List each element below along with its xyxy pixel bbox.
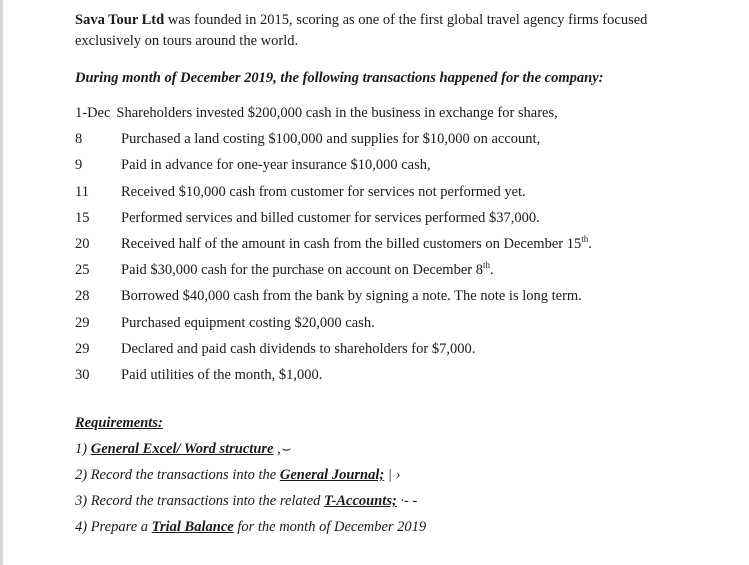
transaction-date: 29	[75, 314, 90, 331]
transaction-row	[75, 365, 715, 391]
requirement-suffix: ,⌣	[273, 441, 291, 458]
requirement-item	[75, 517, 715, 543]
transaction-description	[121, 129, 540, 155]
requirement-keyword: General Excel/ Word structure	[90, 441, 274, 458]
transaction-date: 29	[75, 340, 90, 357]
transaction-date: 11	[75, 183, 89, 200]
transaction-text: Purchased a land costing $100,000 and supplies for $10,000 on account,	[121, 131, 541, 148]
transaction-row	[75, 339, 715, 365]
requirement-item	[75, 491, 715, 517]
company-name: Sava Tour Ltd	[75, 12, 165, 28]
requirement-keyword: T-Accounts;	[324, 493, 397, 510]
requirement-item	[75, 465, 715, 491]
transaction-description	[121, 339, 475, 365]
transaction-text: Paid in advance for one-year insurance $10,000 cash,	[121, 157, 431, 174]
ordinal-suffix: th	[581, 234, 589, 245]
transaction-description	[121, 234, 592, 260]
transaction-text: Purchased equipment costing $20,000 cash.	[121, 314, 375, 331]
transaction-row	[75, 182, 715, 208]
document-body	[75, 10, 715, 543]
transaction-row	[75, 286, 715, 312]
intro-text: was founded in 2015, scoring as one of the first global travel agency firms focused exclusively on tours around the world.	[75, 12, 648, 49]
requirements-title: Requirements:	[75, 415, 163, 432]
transaction-date: 30	[75, 366, 90, 383]
transaction-row	[75, 260, 715, 286]
transaction-date: 8	[75, 131, 83, 148]
transaction-date: 1-Dec	[75, 105, 111, 121]
requirement-suffix: ·- -	[396, 493, 418, 510]
transaction-text: Paid utilities of the month, $1,000.	[121, 366, 323, 383]
transaction-description	[121, 365, 322, 391]
transaction-text: Received $10,000 cash from customer for services not performed yet.	[121, 183, 526, 200]
transaction-date: 15	[75, 209, 90, 226]
transaction-text: Paid $30,000 cash for the purchase on account on December 8	[121, 262, 483, 279]
transaction-date: 9	[75, 157, 83, 174]
transaction-row	[75, 103, 715, 129]
transaction-row	[75, 155, 715, 181]
transaction-row	[75, 129, 715, 155]
transaction-text: Borrowed $40,000 cash from the bank by signing a note. The note is long term.	[121, 288, 582, 305]
transaction-description	[121, 260, 494, 286]
transaction-row	[75, 208, 715, 234]
requirements-list	[75, 439, 715, 543]
transaction-date: 25	[75, 262, 90, 279]
transaction-date: 28	[75, 288, 90, 305]
transaction-row	[75, 234, 715, 260]
transaction-description	[121, 313, 375, 339]
requirement-prefix: 1)	[75, 441, 91, 458]
intro-paragraph	[75, 10, 715, 52]
transaction-text: Declared and paid cash dividends to shareholders for $7,000.	[121, 340, 476, 357]
transaction-text: Performed services and billed customer for services performed $37,000.	[121, 209, 540, 226]
transaction-description	[121, 208, 540, 234]
requirement-prefix: 2) Record the transactions into the	[75, 467, 280, 484]
requirement-keyword: Trial Balance	[151, 519, 234, 536]
transaction-date: 20	[75, 235, 90, 252]
page-left-border	[0, 0, 3, 565]
requirement-suffix: | ›	[384, 467, 401, 484]
transaction-description	[121, 286, 582, 312]
transaction-description	[121, 182, 526, 208]
requirement-prefix: 3) Record the transactions into the related	[75, 493, 325, 510]
requirement-item	[75, 439, 715, 465]
transaction-tail: .	[490, 262, 494, 279]
transactions-heading: During month of December 2019, the following transactions happened for the company:	[75, 70, 604, 86]
transaction-description	[121, 155, 431, 181]
transaction-text: Shareholders invested $200,000 cash in the business in exchange for shares,	[116, 105, 558, 121]
ordinal-suffix: th	[482, 260, 490, 271]
transaction-tail: .	[588, 235, 592, 252]
requirement-prefix: 4) Prepare a	[75, 519, 152, 536]
requirement-suffix: for the month of December 2019	[233, 519, 427, 536]
transaction-row	[75, 313, 715, 339]
requirement-keyword: General Journal;	[279, 467, 385, 484]
transaction-text: Received half of the amount in cash from the billed customers on December 15	[121, 235, 582, 252]
transaction-description	[116, 103, 557, 129]
transaction-list	[75, 103, 715, 391]
